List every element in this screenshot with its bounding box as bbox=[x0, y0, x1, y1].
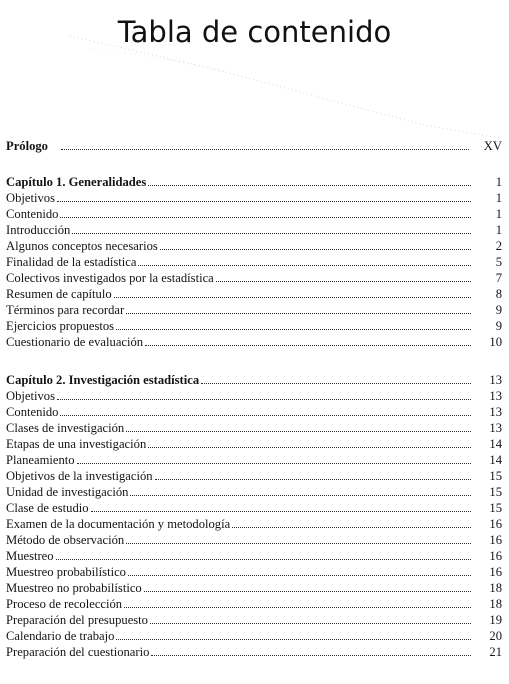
toc-entry-page: 19 bbox=[489, 613, 502, 627]
dot-leader bbox=[130, 495, 471, 496]
toc-entry-page: 15 bbox=[489, 485, 502, 499]
toc-entry[interactable] bbox=[6, 190, 502, 206]
toc-entry-label: Algunos conceptos necesarios bbox=[6, 239, 158, 253]
toc-entry-label: Proceso de recolección bbox=[6, 597, 123, 611]
toc-entry-page: 13 bbox=[489, 405, 502, 419]
toc-entry-label: Clase de estudio bbox=[6, 501, 89, 515]
toc-entry-label: Examen de la documentación y metodología bbox=[6, 517, 231, 531]
toc-entry-page: 20 bbox=[489, 629, 502, 643]
toc-entry-page: 18 bbox=[489, 597, 502, 611]
dot-leader bbox=[232, 527, 471, 528]
toc-entry[interactable] bbox=[6, 532, 502, 548]
toc-entry-page: 13 bbox=[489, 421, 502, 435]
toc-entry[interactable] bbox=[6, 388, 502, 404]
toc-entry-page: 14 bbox=[489, 437, 502, 451]
toc-entry-page: 5 bbox=[495, 255, 502, 269]
toc-entry[interactable] bbox=[6, 516, 502, 532]
dot-leader bbox=[126, 313, 471, 314]
dot-leader bbox=[201, 383, 471, 384]
toc-entry-label: Objetivos bbox=[6, 389, 55, 403]
dot-leader bbox=[126, 431, 471, 432]
toc-entry-page: 15 bbox=[489, 501, 502, 515]
toc-entry-label: Preparación del presupuesto bbox=[6, 613, 148, 627]
toc-entry[interactable] bbox=[6, 206, 502, 222]
dot-leader bbox=[138, 265, 471, 266]
toc-entry-label: Método de observación bbox=[6, 533, 125, 547]
toc-entry[interactable] bbox=[6, 318, 502, 334]
toc-entry[interactable] bbox=[6, 628, 502, 644]
toc-entry-label: Introducción bbox=[6, 223, 71, 237]
toc-entry-label: Clases de investigación bbox=[6, 421, 125, 435]
toc-entry[interactable] bbox=[6, 420, 502, 436]
dot-leader bbox=[116, 329, 471, 330]
toc-chapter-heading[interactable] bbox=[6, 174, 502, 190]
toc-entry-label: Objetivos bbox=[6, 191, 55, 205]
dot-leader bbox=[126, 543, 471, 544]
toc-entry[interactable] bbox=[6, 334, 502, 350]
dot-leader bbox=[216, 281, 471, 282]
toc-entry-page: 7 bbox=[495, 271, 502, 285]
toc-entry-page: 1 bbox=[495, 223, 502, 237]
toc-entry-page: 10 bbox=[489, 335, 502, 349]
toc-entry[interactable] bbox=[6, 612, 502, 628]
toc-entry-page: 16 bbox=[489, 517, 502, 531]
toc-entry[interactable] bbox=[6, 468, 502, 484]
dot-leader bbox=[91, 511, 471, 512]
toc-entry[interactable] bbox=[6, 286, 502, 302]
toc-entry-page: 9 bbox=[495, 319, 502, 333]
dot-leader bbox=[114, 297, 471, 298]
toc-entry-label: Finalidad de la estadística bbox=[6, 255, 137, 269]
toc-entry[interactable] bbox=[6, 484, 502, 500]
toc-entry-label: Preparación del cuestionario bbox=[6, 645, 150, 659]
toc-entry[interactable] bbox=[6, 270, 502, 286]
toc-entry-page: 16 bbox=[489, 565, 502, 579]
dot-leader bbox=[77, 463, 471, 464]
dot-leader bbox=[151, 655, 471, 656]
toc-entry-page: 16 bbox=[489, 533, 502, 547]
dot-leader bbox=[160, 249, 471, 250]
toc-entry[interactable] bbox=[6, 222, 502, 238]
dot-leader bbox=[60, 415, 471, 416]
toc-entry[interactable] bbox=[6, 436, 502, 452]
toc-entry[interactable] bbox=[6, 404, 502, 420]
toc-entry[interactable] bbox=[6, 238, 502, 254]
toc-entry[interactable] bbox=[6, 644, 502, 660]
toc-entry-label: Calendario de trabajo bbox=[6, 629, 115, 643]
toc-entry-label: Muestreo no probabilístico bbox=[6, 581, 142, 595]
dot-leader bbox=[57, 201, 471, 202]
toc-entry[interactable] bbox=[6, 254, 502, 270]
toc-entry-label: Contenido bbox=[6, 207, 59, 221]
toc-entry-label: Muestreo bbox=[6, 549, 54, 563]
toc-entry-page: 8 bbox=[495, 287, 502, 301]
toc-entry-label: Capítulo 2. Investigación estadística bbox=[6, 373, 200, 387]
toc-prologue[interactable] bbox=[6, 138, 502, 154]
dot-leader bbox=[60, 217, 471, 218]
dot-leader bbox=[124, 607, 471, 608]
toc-entry-page: 13 bbox=[489, 389, 502, 403]
dot-leader bbox=[128, 575, 471, 576]
toc-entry-page: 14 bbox=[489, 453, 502, 467]
toc-entry[interactable] bbox=[6, 302, 502, 318]
dot-leader bbox=[56, 559, 471, 560]
toc-entry-page: 18 bbox=[489, 581, 502, 595]
toc-entry-page: 21 bbox=[489, 645, 502, 659]
page-title: Tabla de contenido bbox=[117, 15, 392, 49]
toc-entry-page: XV bbox=[483, 139, 502, 153]
toc-entry-page: 9 bbox=[495, 303, 502, 317]
toc-entry-label: Colectivos investigados por la estadística bbox=[6, 271, 214, 285]
toc-entry[interactable] bbox=[6, 452, 502, 468]
dot-leader bbox=[144, 591, 471, 592]
toc-entry-label: Resumen de capítulo bbox=[6, 287, 112, 301]
toc-entry[interactable] bbox=[6, 580, 502, 596]
toc-entry-label: Muestreo probabilístico bbox=[6, 565, 126, 579]
toc-entry-label: Prólogo bbox=[6, 139, 48, 153]
dot-leader bbox=[148, 185, 471, 186]
dot-leader bbox=[61, 149, 469, 150]
toc-entry-label: Planeamiento bbox=[6, 453, 75, 467]
toc-entry-label: Capítulo 1. Generalidades bbox=[6, 175, 147, 189]
dot-leader bbox=[148, 447, 471, 448]
toc-entry-page: 2 bbox=[495, 239, 502, 253]
toc-entry-page: 1 bbox=[495, 207, 502, 221]
toc-entry-label: Objetivos de la investigación bbox=[6, 469, 153, 483]
dot-leader bbox=[145, 345, 471, 346]
toc-entry-page: 16 bbox=[489, 549, 502, 563]
toc-entry-page: 13 bbox=[489, 373, 502, 387]
toc-entry-label: Etapas de una investigación bbox=[6, 437, 147, 451]
dot-leader bbox=[57, 399, 471, 400]
toc-entry-label: Ejercicios propuestos bbox=[6, 319, 115, 333]
toc-entry-label: Cuestionario de evaluación bbox=[6, 335, 144, 349]
toc-entry-label: Unidad de investigación bbox=[6, 485, 129, 499]
toc-chapter-heading[interactable] bbox=[6, 372, 502, 388]
toc-entry[interactable] bbox=[6, 548, 502, 564]
dot-leader bbox=[155, 479, 471, 480]
dot-leader bbox=[72, 233, 471, 234]
toc-entry-page: 15 bbox=[489, 469, 502, 483]
toc-entry-page: 1 bbox=[495, 175, 502, 189]
toc-entry-label: Contenido bbox=[6, 405, 59, 419]
dot-leader bbox=[116, 639, 471, 640]
toc-entry[interactable] bbox=[6, 596, 502, 612]
toc-entry-label: Términos para recordar bbox=[6, 303, 125, 317]
dot-leader bbox=[150, 623, 471, 624]
toc-entry[interactable] bbox=[6, 564, 502, 580]
toc-entry-page: 1 bbox=[495, 191, 502, 205]
toc-entry[interactable] bbox=[6, 500, 502, 516]
